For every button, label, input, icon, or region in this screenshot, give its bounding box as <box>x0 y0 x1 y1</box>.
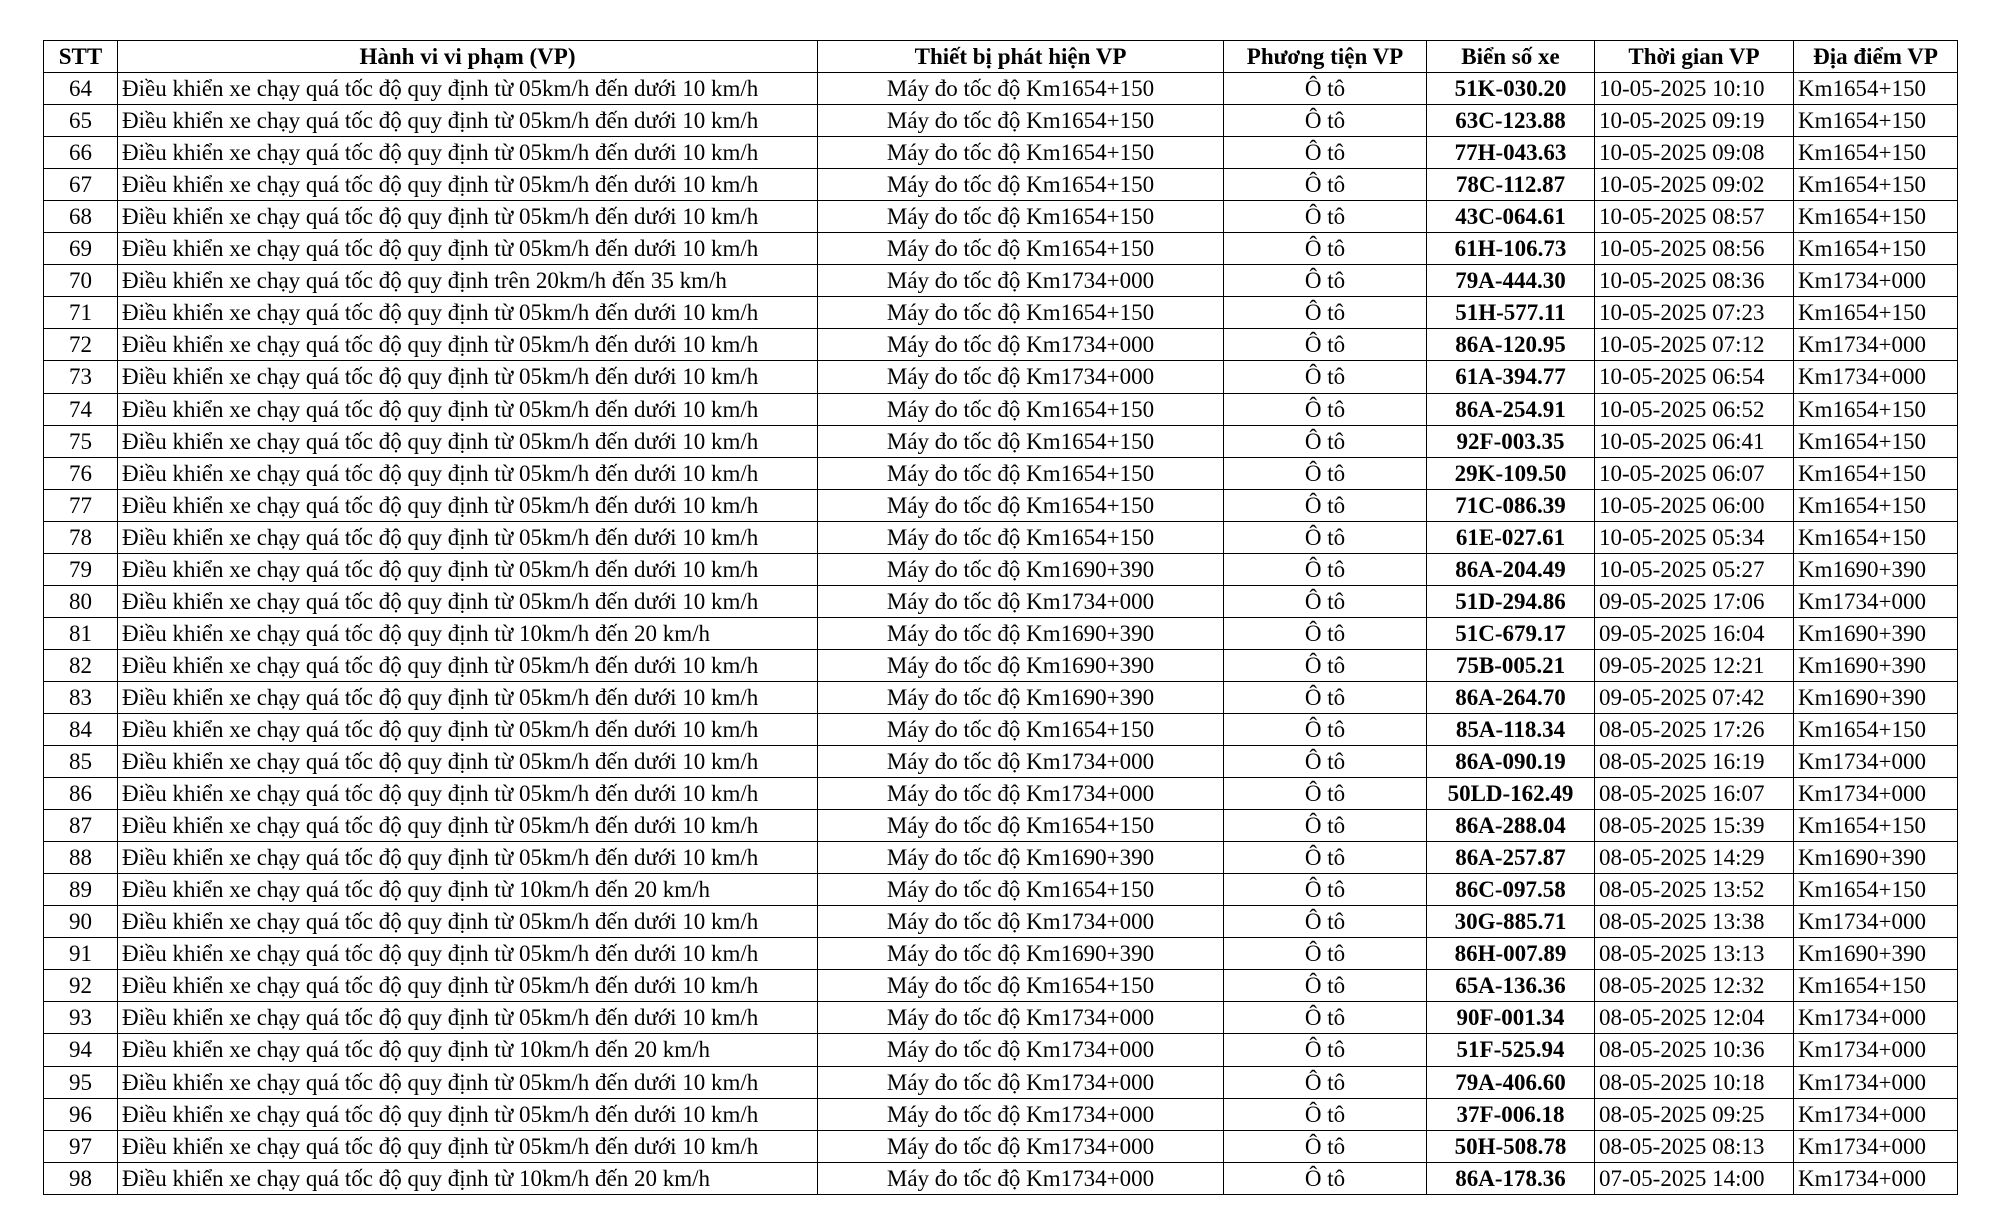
cell-behavior: Điều khiển xe chạy quá tốc độ quy định từ 05km/h đến dưới 10 km/h <box>118 1098 818 1130</box>
cell-time: 08-05-2025 10:36 <box>1595 1034 1794 1066</box>
cell-plate: 51H-577.11 <box>1427 297 1595 329</box>
table-row <box>44 233 1958 265</box>
cell-behavior: Điều khiển xe chạy quá tốc độ quy định từ 05km/h đến dưới 10 km/h <box>118 810 818 842</box>
cell-behavior: Điều khiển xe chạy quá tốc độ quy định từ 05km/h đến dưới 10 km/h <box>118 489 818 521</box>
cell-behavior: Điều khiển xe chạy quá tốc độ quy định từ 05km/h đến dưới 10 km/h <box>118 553 818 585</box>
table-row <box>44 746 1958 778</box>
cell-vehicle: Ô tô <box>1224 746 1427 778</box>
cell-device: Máy đo tốc độ Km1654+150 <box>818 457 1224 489</box>
cell-device: Máy đo tốc độ Km1734+000 <box>818 1098 1224 1130</box>
cell-plate: 86A-254.91 <box>1427 393 1595 425</box>
cell-time: 10-05-2025 07:23 <box>1595 297 1794 329</box>
table-row <box>44 361 1958 393</box>
cell-behavior: Điều khiển xe chạy quá tốc độ quy định từ 10km/h đến 20 km/h <box>118 1162 818 1194</box>
cell-location: Km1654+150 <box>1794 970 1958 1002</box>
header-location: Địa điểm VP <box>1794 41 1958 73</box>
cell-location: Km1734+000 <box>1794 1162 1958 1194</box>
cell-plate: 75B-005.21 <box>1427 649 1595 681</box>
table-row <box>44 906 1958 938</box>
cell-device: Máy đo tốc độ Km1690+390 <box>818 649 1224 681</box>
cell-time: 10-05-2025 10:10 <box>1595 73 1794 105</box>
table-row <box>44 265 1958 297</box>
table-row <box>44 649 1958 681</box>
cell-vehicle: Ô tô <box>1224 778 1427 810</box>
cell-time: 09-05-2025 12:21 <box>1595 649 1794 681</box>
cell-device: Máy đo tốc độ Km1734+000 <box>818 265 1224 297</box>
cell-vehicle: Ô tô <box>1224 233 1427 265</box>
cell-behavior: Điều khiển xe chạy quá tốc độ quy định từ 05km/h đến dưới 10 km/h <box>118 713 818 745</box>
cell-stt: 95 <box>44 1066 118 1098</box>
cell-device: Máy đo tốc độ Km1734+000 <box>818 778 1224 810</box>
cell-stt: 66 <box>44 137 118 169</box>
cell-stt: 92 <box>44 970 118 1002</box>
table-row <box>44 778 1958 810</box>
cell-vehicle: Ô tô <box>1224 1130 1427 1162</box>
cell-location: Km1734+000 <box>1794 1098 1958 1130</box>
cell-stt: 76 <box>44 457 118 489</box>
cell-stt: 77 <box>44 489 118 521</box>
cell-vehicle: Ô tô <box>1224 617 1427 649</box>
cell-device: Máy đo tốc độ Km1690+390 <box>818 553 1224 585</box>
table-row <box>44 713 1958 745</box>
cell-time: 10-05-2025 06:52 <box>1595 393 1794 425</box>
cell-location: Km1654+150 <box>1794 457 1958 489</box>
cell-plate: 61H-106.73 <box>1427 233 1595 265</box>
table-row <box>44 1162 1958 1194</box>
cell-device: Máy đo tốc độ Km1654+150 <box>818 73 1224 105</box>
cell-vehicle: Ô tô <box>1224 681 1427 713</box>
cell-time: 08-05-2025 13:38 <box>1595 906 1794 938</box>
cell-time: 08-05-2025 09:25 <box>1595 1098 1794 1130</box>
table-row <box>44 1130 1958 1162</box>
cell-plate: 61E-027.61 <box>1427 521 1595 553</box>
cell-location: Km1734+000 <box>1794 746 1958 778</box>
cell-behavior: Điều khiển xe chạy quá tốc độ quy định từ 05km/h đến dưới 10 km/h <box>118 105 818 137</box>
cell-location: Km1690+390 <box>1794 842 1958 874</box>
cell-device: Máy đo tốc độ Km1690+390 <box>818 681 1224 713</box>
cell-plate: 71C-086.39 <box>1427 489 1595 521</box>
cell-device: Máy đo tốc độ Km1734+000 <box>818 1162 1224 1194</box>
cell-time: 10-05-2025 09:19 <box>1595 105 1794 137</box>
cell-behavior: Điều khiển xe chạy quá tốc độ quy định từ 05km/h đến dưới 10 km/h <box>118 361 818 393</box>
cell-location: Km1654+150 <box>1794 425 1958 457</box>
cell-plate: 86A-178.36 <box>1427 1162 1595 1194</box>
cell-device: Máy đo tốc độ Km1654+150 <box>818 393 1224 425</box>
cell-plate: 86A-264.70 <box>1427 681 1595 713</box>
header-time: Thời gian VP <box>1595 41 1794 73</box>
cell-stt: 72 <box>44 329 118 361</box>
cell-device: Máy đo tốc độ Km1690+390 <box>818 938 1224 970</box>
cell-location: Km1654+150 <box>1794 73 1958 105</box>
cell-plate: 51C-679.17 <box>1427 617 1595 649</box>
cell-plate: 92F-003.35 <box>1427 425 1595 457</box>
table-row <box>44 105 1958 137</box>
cell-stt: 65 <box>44 105 118 137</box>
cell-vehicle: Ô tô <box>1224 489 1427 521</box>
cell-location: Km1690+390 <box>1794 938 1958 970</box>
cell-stt: 73 <box>44 361 118 393</box>
cell-location: Km1654+150 <box>1794 169 1958 201</box>
cell-stt: 88 <box>44 842 118 874</box>
cell-time: 10-05-2025 06:54 <box>1595 361 1794 393</box>
cell-vehicle: Ô tô <box>1224 649 1427 681</box>
table-row <box>44 137 1958 169</box>
cell-device: Máy đo tốc độ Km1734+000 <box>818 585 1224 617</box>
cell-plate: 86A-288.04 <box>1427 810 1595 842</box>
cell-vehicle: Ô tô <box>1224 906 1427 938</box>
cell-stt: 87 <box>44 810 118 842</box>
cell-vehicle: Ô tô <box>1224 938 1427 970</box>
cell-location: Km1734+000 <box>1794 329 1958 361</box>
cell-location: Km1734+000 <box>1794 361 1958 393</box>
cell-device: Máy đo tốc độ Km1690+390 <box>818 617 1224 649</box>
cell-time: 10-05-2025 08:57 <box>1595 201 1794 233</box>
cell-plate: 79A-406.60 <box>1427 1066 1595 1098</box>
cell-plate: 37F-006.18 <box>1427 1098 1595 1130</box>
cell-stt: 64 <box>44 73 118 105</box>
cell-time: 10-05-2025 07:12 <box>1595 329 1794 361</box>
cell-plate: 86A-204.49 <box>1427 553 1595 585</box>
cell-vehicle: Ô tô <box>1224 105 1427 137</box>
table-row <box>44 553 1958 585</box>
cell-time: 08-05-2025 13:52 <box>1595 874 1794 906</box>
table-row <box>44 169 1958 201</box>
cell-time: 08-05-2025 08:13 <box>1595 1130 1794 1162</box>
cell-plate: 51K-030.20 <box>1427 73 1595 105</box>
cell-location: Km1654+150 <box>1794 201 1958 233</box>
cell-plate: 65A-136.36 <box>1427 970 1595 1002</box>
cell-vehicle: Ô tô <box>1224 810 1427 842</box>
cell-time: 08-05-2025 16:19 <box>1595 746 1794 778</box>
cell-vehicle: Ô tô <box>1224 265 1427 297</box>
cell-behavior: Điều khiển xe chạy quá tốc độ quy định từ 10km/h đến 20 km/h <box>118 1034 818 1066</box>
cell-plate: 79A-444.30 <box>1427 265 1595 297</box>
cell-device: Máy đo tốc độ Km1654+150 <box>818 233 1224 265</box>
cell-behavior: Điều khiển xe chạy quá tốc độ quy định từ 05km/h đến dưới 10 km/h <box>118 329 818 361</box>
cell-behavior: Điều khiển xe chạy quá tốc độ quy định từ 05km/h đến dưới 10 km/h <box>118 169 818 201</box>
cell-location: Km1690+390 <box>1794 649 1958 681</box>
cell-stt: 93 <box>44 1002 118 1034</box>
cell-plate: 86C-097.58 <box>1427 874 1595 906</box>
cell-plate: 50H-508.78 <box>1427 1130 1595 1162</box>
table-row <box>44 1098 1958 1130</box>
cell-stt: 91 <box>44 938 118 970</box>
cell-vehicle: Ô tô <box>1224 1098 1427 1130</box>
cell-behavior: Điều khiển xe chạy quá tốc độ quy định từ 05km/h đến dưới 10 km/h <box>118 938 818 970</box>
cell-behavior: Điều khiển xe chạy quá tốc độ quy định từ 05km/h đến dưới 10 km/h <box>118 201 818 233</box>
cell-time: 10-05-2025 06:41 <box>1595 425 1794 457</box>
cell-vehicle: Ô tô <box>1224 1066 1427 1098</box>
cell-behavior: Điều khiển xe chạy quá tốc độ quy định từ 10km/h đến 20 km/h <box>118 617 818 649</box>
cell-device: Máy đo tốc độ Km1734+000 <box>818 1034 1224 1066</box>
cell-vehicle: Ô tô <box>1224 393 1427 425</box>
cell-location: Km1734+000 <box>1794 585 1958 617</box>
cell-vehicle: Ô tô <box>1224 457 1427 489</box>
cell-vehicle: Ô tô <box>1224 553 1427 585</box>
table-row <box>44 425 1958 457</box>
cell-device: Máy đo tốc độ Km1734+000 <box>818 1002 1224 1034</box>
cell-location: Km1734+000 <box>1794 1066 1958 1098</box>
cell-behavior: Điều khiển xe chạy quá tốc độ quy định từ 05km/h đến dưới 10 km/h <box>118 746 818 778</box>
table-row <box>44 521 1958 553</box>
cell-time: 09-05-2025 17:06 <box>1595 585 1794 617</box>
cell-plate: 61A-394.77 <box>1427 361 1595 393</box>
cell-behavior: Điều khiển xe chạy quá tốc độ quy định từ 05km/h đến dưới 10 km/h <box>118 778 818 810</box>
cell-vehicle: Ô tô <box>1224 361 1427 393</box>
cell-time: 09-05-2025 07:42 <box>1595 681 1794 713</box>
cell-time: 08-05-2025 12:32 <box>1595 970 1794 1002</box>
cell-device: Máy đo tốc độ Km1654+150 <box>818 201 1224 233</box>
table-row <box>44 810 1958 842</box>
cell-vehicle: Ô tô <box>1224 521 1427 553</box>
cell-behavior: Điều khiển xe chạy quá tốc độ quy định từ 05km/h đến dưới 10 km/h <box>118 1130 818 1162</box>
cell-behavior: Điều khiển xe chạy quá tốc độ quy định từ 05km/h đến dưới 10 km/h <box>118 681 818 713</box>
cell-device: Máy đo tốc độ Km1734+000 <box>818 746 1224 778</box>
cell-behavior: Điều khiển xe chạy quá tốc độ quy định từ 05km/h đến dưới 10 km/h <box>118 233 818 265</box>
cell-plate: 86H-007.89 <box>1427 938 1595 970</box>
cell-plate: 30G-885.71 <box>1427 906 1595 938</box>
cell-location: Km1734+000 <box>1794 1034 1958 1066</box>
cell-vehicle: Ô tô <box>1224 1034 1427 1066</box>
cell-vehicle: Ô tô <box>1224 874 1427 906</box>
table-row <box>44 874 1958 906</box>
cell-behavior: Điều khiển xe chạy quá tốc độ quy định từ 05km/h đến dưới 10 km/h <box>118 585 818 617</box>
cell-location: Km1734+000 <box>1794 906 1958 938</box>
cell-stt: 68 <box>44 201 118 233</box>
table-row <box>44 938 1958 970</box>
cell-stt: 84 <box>44 713 118 745</box>
header-vehicle: Phương tiện VP <box>1224 41 1427 73</box>
cell-behavior: Điều khiển xe chạy quá tốc độ quy định từ 05km/h đến dưới 10 km/h <box>118 1002 818 1034</box>
cell-stt: 89 <box>44 874 118 906</box>
cell-location: Km1734+000 <box>1794 778 1958 810</box>
table-row <box>44 1002 1958 1034</box>
cell-behavior: Điều khiển xe chạy quá tốc độ quy định từ 05km/h đến dưới 10 km/h <box>118 906 818 938</box>
cell-stt: 79 <box>44 553 118 585</box>
cell-time: 07-05-2025 14:00 <box>1595 1162 1794 1194</box>
header-stt: STT <box>44 41 118 73</box>
cell-vehicle: Ô tô <box>1224 329 1427 361</box>
cell-plate: 50LD-162.49 <box>1427 778 1595 810</box>
cell-location: Km1654+150 <box>1794 489 1958 521</box>
cell-vehicle: Ô tô <box>1224 297 1427 329</box>
table-row <box>44 681 1958 713</box>
cell-location: Km1654+150 <box>1794 810 1958 842</box>
cell-device: Máy đo tốc độ Km1654+150 <box>818 810 1224 842</box>
table-row <box>44 329 1958 361</box>
cell-location: Km1734+000 <box>1794 265 1958 297</box>
table-row <box>44 1034 1958 1066</box>
cell-device: Máy đo tốc độ Km1654+150 <box>818 169 1224 201</box>
cell-location: Km1690+390 <box>1794 553 1958 585</box>
table-row <box>44 585 1958 617</box>
cell-time: 08-05-2025 12:04 <box>1595 1002 1794 1034</box>
cell-stt: 74 <box>44 393 118 425</box>
cell-time: 08-05-2025 16:07 <box>1595 778 1794 810</box>
cell-location: Km1654+150 <box>1794 297 1958 329</box>
table-row <box>44 457 1958 489</box>
cell-behavior: Điều khiển xe chạy quá tốc độ quy định từ 05km/h đến dưới 10 km/h <box>118 457 818 489</box>
cell-plate: 78C-112.87 <box>1427 169 1595 201</box>
cell-time: 10-05-2025 06:00 <box>1595 489 1794 521</box>
cell-location: Km1654+150 <box>1794 105 1958 137</box>
table-row <box>44 617 1958 649</box>
cell-device: Máy đo tốc độ Km1654+150 <box>818 489 1224 521</box>
cell-stt: 75 <box>44 425 118 457</box>
cell-time: 08-05-2025 10:18 <box>1595 1066 1794 1098</box>
cell-stt: 81 <box>44 617 118 649</box>
cell-time: 08-05-2025 14:29 <box>1595 842 1794 874</box>
cell-location: Km1734+000 <box>1794 1130 1958 1162</box>
cell-device: Máy đo tốc độ Km1654+150 <box>818 105 1224 137</box>
cell-stt: 71 <box>44 297 118 329</box>
cell-location: Km1654+150 <box>1794 521 1958 553</box>
cell-behavior: Điều khiển xe chạy quá tốc độ quy định từ 05km/h đến dưới 10 km/h <box>118 521 818 553</box>
cell-stt: 83 <box>44 681 118 713</box>
cell-location: Km1734+000 <box>1794 1002 1958 1034</box>
table-row <box>44 393 1958 425</box>
cell-behavior: Điều khiển xe chạy quá tốc độ quy định từ 05km/h đến dưới 10 km/h <box>118 842 818 874</box>
cell-stt: 94 <box>44 1034 118 1066</box>
cell-behavior: Điều khiển xe chạy quá tốc độ quy định từ 05km/h đến dưới 10 km/h <box>118 1066 818 1098</box>
cell-time: 10-05-2025 08:36 <box>1595 265 1794 297</box>
cell-vehicle: Ô tô <box>1224 713 1427 745</box>
cell-location: Km1690+390 <box>1794 681 1958 713</box>
cell-time: 08-05-2025 17:26 <box>1595 713 1794 745</box>
cell-behavior: Điều khiển xe chạy quá tốc độ quy định từ 10km/h đến 20 km/h <box>118 874 818 906</box>
cell-vehicle: Ô tô <box>1224 970 1427 1002</box>
cell-stt: 85 <box>44 746 118 778</box>
cell-behavior: Điều khiển xe chạy quá tốc độ quy định từ 05km/h đến dưới 10 km/h <box>118 970 818 1002</box>
table-row <box>44 842 1958 874</box>
cell-plate: 29K-109.50 <box>1427 457 1595 489</box>
cell-vehicle: Ô tô <box>1224 73 1427 105</box>
cell-stt: 86 <box>44 778 118 810</box>
cell-location: Km1690+390 <box>1794 617 1958 649</box>
cell-time: 10-05-2025 05:27 <box>1595 553 1794 585</box>
cell-location: Km1654+150 <box>1794 137 1958 169</box>
cell-vehicle: Ô tô <box>1224 842 1427 874</box>
cell-behavior: Điều khiển xe chạy quá tốc độ quy định từ 05km/h đến dưới 10 km/h <box>118 73 818 105</box>
table-row <box>44 73 1958 105</box>
cell-vehicle: Ô tô <box>1224 169 1427 201</box>
cell-vehicle: Ô tô <box>1224 1002 1427 1034</box>
cell-device: Máy đo tốc độ Km1654+150 <box>818 137 1224 169</box>
cell-plate: 51D-294.86 <box>1427 585 1595 617</box>
table-row <box>44 970 1958 1002</box>
cell-device: Máy đo tốc độ Km1654+150 <box>818 874 1224 906</box>
cell-location: Km1654+150 <box>1794 233 1958 265</box>
cell-vehicle: Ô tô <box>1224 201 1427 233</box>
cell-location: Km1654+150 <box>1794 713 1958 745</box>
cell-time: 10-05-2025 09:02 <box>1595 169 1794 201</box>
cell-device: Máy đo tốc độ Km1654+150 <box>818 425 1224 457</box>
cell-stt: 69 <box>44 233 118 265</box>
cell-stt: 97 <box>44 1130 118 1162</box>
cell-device: Máy đo tốc độ Km1654+150 <box>818 297 1224 329</box>
table-header-row <box>44 41 1958 73</box>
cell-device: Máy đo tốc độ Km1654+150 <box>818 713 1224 745</box>
cell-behavior: Điều khiển xe chạy quá tốc độ quy định từ 05km/h đến dưới 10 km/h <box>118 649 818 681</box>
cell-time: 08-05-2025 15:39 <box>1595 810 1794 842</box>
cell-time: 10-05-2025 05:34 <box>1595 521 1794 553</box>
table-row <box>44 489 1958 521</box>
cell-plate: 43C-064.61 <box>1427 201 1595 233</box>
cell-plate: 85A-118.34 <box>1427 713 1595 745</box>
cell-time: 10-05-2025 09:08 <box>1595 137 1794 169</box>
cell-stt: 90 <box>44 906 118 938</box>
cell-behavior: Điều khiển xe chạy quá tốc độ quy định từ 05km/h đến dưới 10 km/h <box>118 425 818 457</box>
table-body <box>44 73 1958 1195</box>
cell-vehicle: Ô tô <box>1224 585 1427 617</box>
header-plate: Biển số xe <box>1427 41 1595 73</box>
table-row <box>44 1066 1958 1098</box>
cell-behavior: Điều khiển xe chạy quá tốc độ quy định từ 05km/h đến dưới 10 km/h <box>118 393 818 425</box>
cell-stt: 98 <box>44 1162 118 1194</box>
cell-plate: 90F-001.34 <box>1427 1002 1595 1034</box>
table-row <box>44 201 1958 233</box>
cell-device: Máy đo tốc độ Km1734+000 <box>818 906 1224 938</box>
cell-stt: 78 <box>44 521 118 553</box>
cell-device: Máy đo tốc độ Km1734+000 <box>818 1066 1224 1098</box>
violations-table <box>43 40 1958 1195</box>
cell-stt: 80 <box>44 585 118 617</box>
cell-time: 10-05-2025 06:07 <box>1595 457 1794 489</box>
cell-device: Máy đo tốc độ Km1734+000 <box>818 1130 1224 1162</box>
header-behavior: Hành vi vi phạm (VP) <box>118 41 818 73</box>
cell-vehicle: Ô tô <box>1224 1162 1427 1194</box>
cell-vehicle: Ô tô <box>1224 425 1427 457</box>
cell-stt: 82 <box>44 649 118 681</box>
cell-stt: 67 <box>44 169 118 201</box>
cell-device: Máy đo tốc độ Km1734+000 <box>818 329 1224 361</box>
cell-plate: 51F-525.94 <box>1427 1034 1595 1066</box>
cell-location: Km1654+150 <box>1794 393 1958 425</box>
cell-device: Máy đo tốc độ Km1734+000 <box>818 361 1224 393</box>
cell-stt: 96 <box>44 1098 118 1130</box>
cell-device: Máy đo tốc độ Km1654+150 <box>818 521 1224 553</box>
cell-behavior: Điều khiển xe chạy quá tốc độ quy định từ 05km/h đến dưới 10 km/h <box>118 137 818 169</box>
cell-plate: 86A-120.95 <box>1427 329 1595 361</box>
cell-time: 08-05-2025 13:13 <box>1595 938 1794 970</box>
cell-device: Máy đo tốc độ Km1690+390 <box>818 842 1224 874</box>
cell-plate: 86A-090.19 <box>1427 746 1595 778</box>
cell-vehicle: Ô tô <box>1224 137 1427 169</box>
cell-plate: 63C-123.88 <box>1427 105 1595 137</box>
cell-device: Máy đo tốc độ Km1654+150 <box>818 970 1224 1002</box>
cell-behavior: Điều khiển xe chạy quá tốc độ quy định từ 05km/h đến dưới 10 km/h <box>118 297 818 329</box>
cell-plate: 77H-043.63 <box>1427 137 1595 169</box>
cell-stt: 70 <box>44 265 118 297</box>
cell-time: 10-05-2025 08:56 <box>1595 233 1794 265</box>
table-row <box>44 297 1958 329</box>
cell-time: 09-05-2025 16:04 <box>1595 617 1794 649</box>
header-device: Thiết bị phát hiện VP <box>818 41 1224 73</box>
cell-behavior: Điều khiển xe chạy quá tốc độ quy định trên 20km/h đến 35 km/h <box>118 265 818 297</box>
cell-plate: 86A-257.87 <box>1427 842 1595 874</box>
cell-location: Km1654+150 <box>1794 874 1958 906</box>
